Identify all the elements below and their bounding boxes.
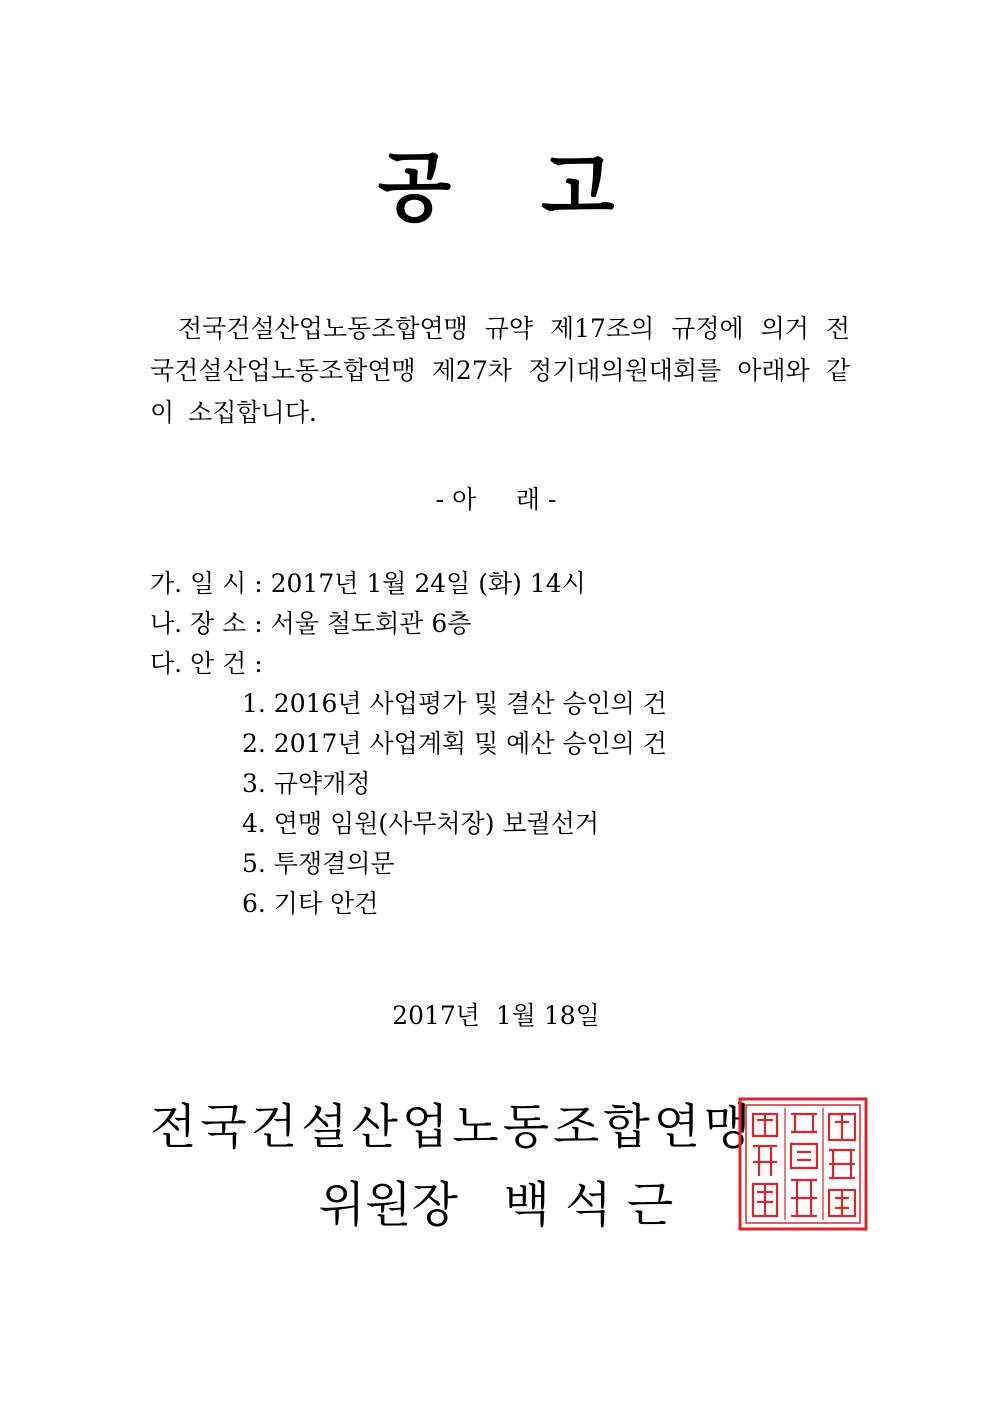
agenda-item: 1. 2016년 사업평가 및 결산 승인의 건 xyxy=(242,689,667,718)
meeting-location: 나. 장 소 : 서울 철도회관 6층 xyxy=(150,609,472,638)
chairperson-signature: 위원장 백 석 근 xyxy=(318,1177,674,1233)
agenda-item: 2. 2017년 사업계획 및 예산 승인의 건 xyxy=(242,729,667,758)
official-seal-icon xyxy=(737,1096,869,1232)
meeting-datetime: 가. 일 시 : 2017년 1월 24일 (화) 14시 xyxy=(150,569,586,598)
meeting-agenda-label: 다. 안 건 : xyxy=(150,649,263,678)
notice-date: 2017년 1월 18일 xyxy=(392,1001,600,1030)
notice-intro-paragraph: 전국건설산업노동조합연맹 규약 제17조의 규정에 의거 전국건설산업노동조합연맹 제27차 정기대의원대회를 아래와 같이 소집합니다. xyxy=(150,314,850,427)
agenda-container xyxy=(150,684,850,924)
agenda-list xyxy=(150,684,850,924)
meeting-details xyxy=(150,564,850,924)
seal-glyph xyxy=(829,1114,855,1216)
agenda-item: 3. 규약개정 xyxy=(242,769,371,798)
agenda-item: 4. 연맹 임원(사무처장) 보궐선거 xyxy=(242,809,600,838)
organization-name: 전국건설산업노동조합연맹 xyxy=(150,1099,755,1155)
seal-glyph xyxy=(753,1114,777,1216)
arae-heading: - 아 래 - xyxy=(435,485,557,514)
agenda-item: 5. 투쟁결의문 xyxy=(242,849,395,878)
seal-glyph xyxy=(791,1114,817,1216)
agenda-item: 6. 기타 안건 xyxy=(242,889,379,918)
notice-title: 공고 xyxy=(377,143,705,232)
